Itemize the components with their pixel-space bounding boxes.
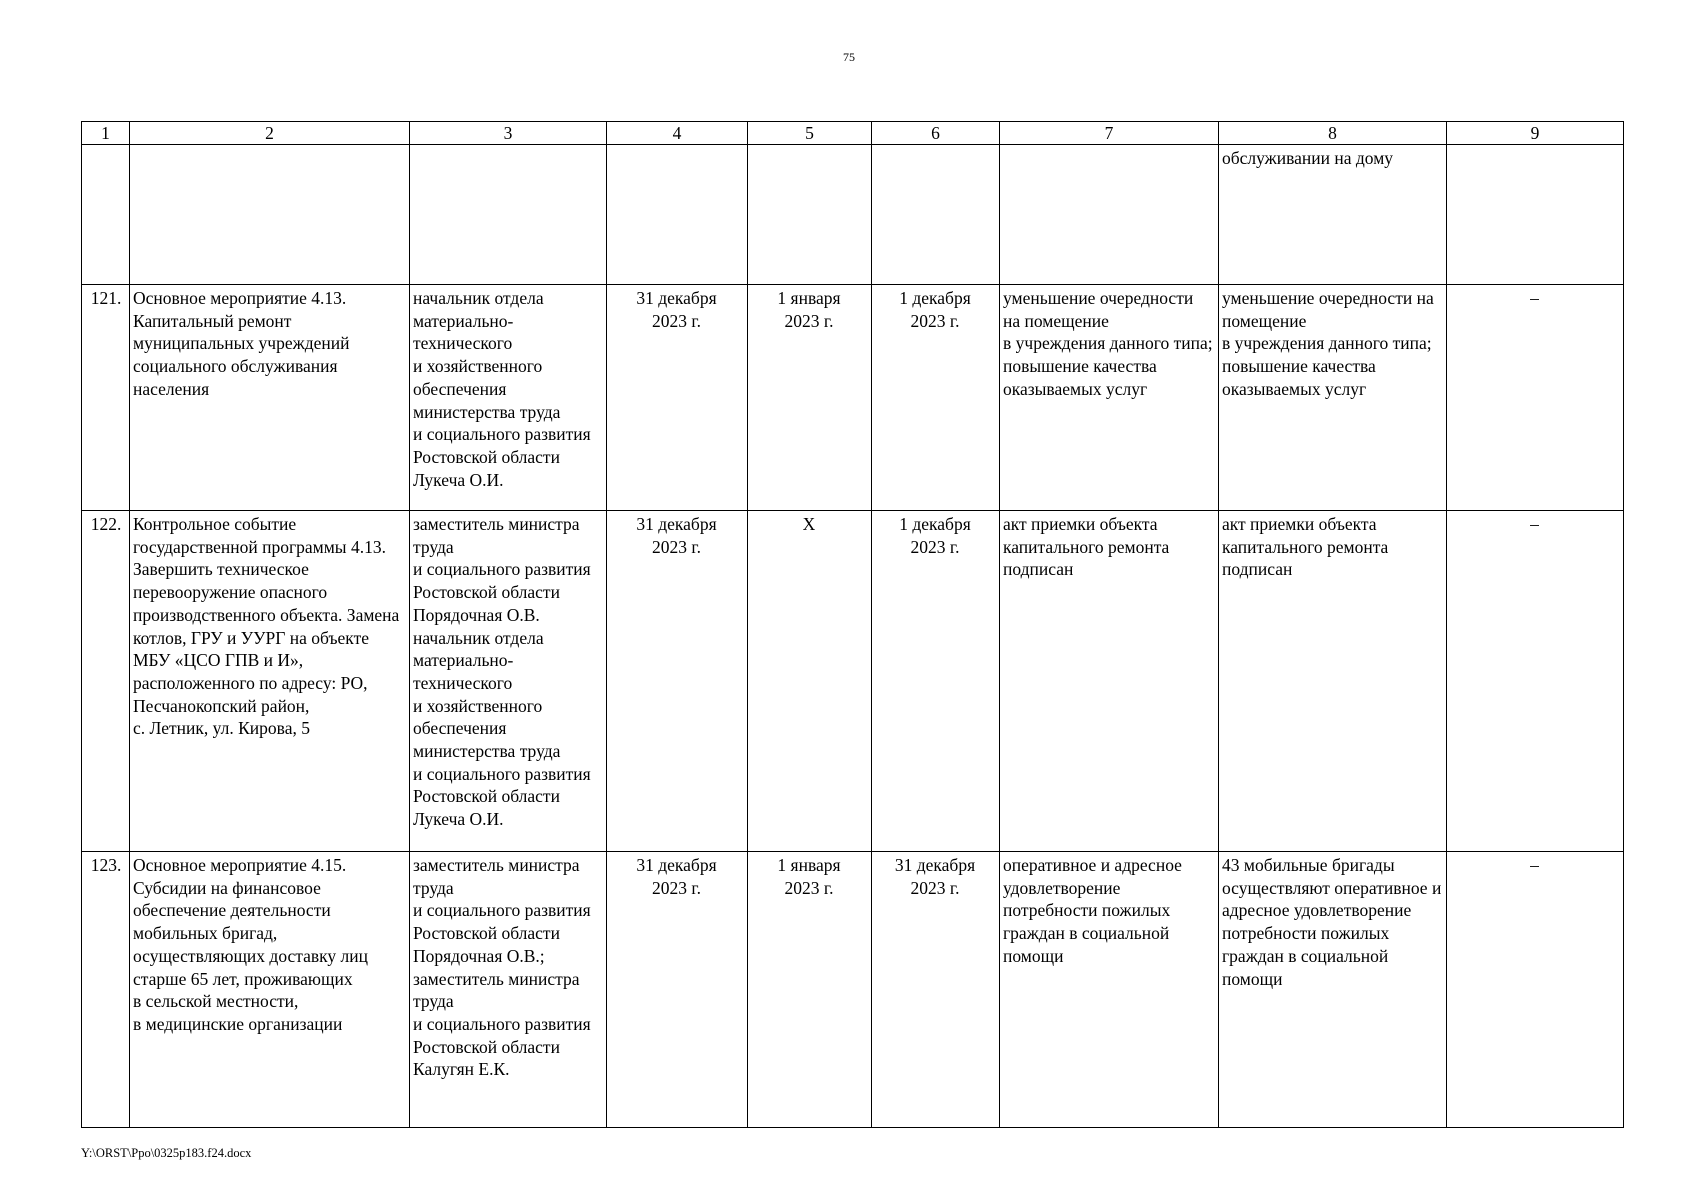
end-date-cell: 1 декабря 2023 г. [872, 285, 1000, 511]
actual-result-cell: 43 мобильные бригады осуществляют оперативное и адресное удовлетворение потребности пожилых граждан в социальной помощи [1219, 852, 1447, 1128]
start-date-cell: 1 января 2023 г. [748, 852, 872, 1128]
actual-result-cell: акт приемки объекта капитального ремонта подписан [1219, 511, 1447, 852]
table-row-123 [82, 852, 1624, 1128]
row-number-cell: 123. [82, 852, 130, 1128]
column-number-header: 4 [607, 122, 748, 145]
row-number-cell: 121. [82, 285, 130, 511]
note-cell: – [1447, 511, 1624, 852]
footer-file-path: Y:\ORST\Ppo\0325p183.f24.docx [81, 1146, 252, 1160]
planned-date-cell [607, 145, 748, 285]
planned-result-cell [1000, 145, 1219, 285]
responsible-cell [410, 145, 607, 285]
actual-result-cell: уменьшение очередности на помещение в учреждения данного типа; повышение качества оказываемых услуг [1219, 285, 1447, 511]
table-header-row [82, 122, 1624, 145]
note-cell: – [1447, 285, 1624, 511]
event-name-cell: Основное мероприятие 4.15. Субсидии на финансовое обеспечение деятельности мобильных бригад, осуществляющих доставку лиц старше 65 лет, проживающих в сельской местности, в медицинские организации [130, 852, 410, 1128]
column-number-header: 6 [872, 122, 1000, 145]
column-number-header: 7 [1000, 122, 1219, 145]
actual-result-cell: обслуживании на дому [1219, 145, 1447, 285]
page-number: 75 [843, 50, 855, 64]
plan-table [81, 121, 1624, 1128]
start-date-cell: Х [748, 511, 872, 852]
table-row-121 [82, 285, 1624, 511]
event-name-cell: Основное мероприятие 4.13. Капитальный ремонт муниципальных учреждений социального обслуживания населения [130, 285, 410, 511]
end-date-cell: 31 декабря 2023 г. [872, 852, 1000, 1128]
table-row-continuation [82, 145, 1624, 285]
planned-date-cell: 31 декабря 2023 г. [607, 285, 748, 511]
responsible-cell: заместитель министра труда и социального развития Ростовской области Порядочная О.В. начальник отдела материально- технического и хозяйственного обеспечения министерства труда и социального развития Ростовской области Лукеча О.И. [410, 511, 607, 852]
end-date-cell [872, 145, 1000, 285]
responsible-cell: заместитель министра труда и социального развития Ростовской области Порядочная О.В.; заместитель министра труда и социального развития Ростовской области Калугян Е.К. [410, 852, 607, 1128]
start-date-cell: 1 января 2023 г. [748, 285, 872, 511]
planned-result-cell: оперативное и адресное удовлетворение потребности пожилых граждан в социальной помощи [1000, 852, 1219, 1128]
column-number-header: 5 [748, 122, 872, 145]
start-date-cell [748, 145, 872, 285]
table-row-122 [82, 511, 1624, 852]
planned-result-cell: акт приемки объекта капитального ремонта подписан [1000, 511, 1219, 852]
responsible-cell: начальник отдела материально- технического и хозяйственного обеспечения министерства труда и социального развития Ростовской области Лукеча О.И. [410, 285, 607, 511]
planned-date-cell: 31 декабря 2023 г. [607, 852, 748, 1128]
column-number-header: 8 [1219, 122, 1447, 145]
note-cell [1447, 145, 1624, 285]
planned-result-cell: уменьшение очередности на помещение в учреждения данного типа; повышение качества оказываемых услуг [1000, 285, 1219, 511]
column-number-header: 9 [1447, 122, 1624, 145]
note-cell: – [1447, 852, 1624, 1128]
event-name-cell [130, 145, 410, 285]
column-number-header: 1 [82, 122, 130, 145]
planned-date-cell: 31 декабря 2023 г. [607, 511, 748, 852]
row-number-cell [82, 145, 130, 285]
row-number-cell: 122. [82, 511, 130, 852]
column-number-header: 2 [130, 122, 410, 145]
column-number-header: 3 [410, 122, 607, 145]
event-name-cell: Контрольное событие государственной программы 4.13. Завершить техническое перевооружение опасного производственного объекта. Замена котлов, ГРУ и УУРГ на объекте МБУ «ЦСО ГПВ и И», расположенного по адресу: РО, Песчанокопский район, с. Летник, ул. Кирова, 5 [130, 511, 410, 852]
end-date-cell: 1 декабря 2023 г. [872, 511, 1000, 852]
